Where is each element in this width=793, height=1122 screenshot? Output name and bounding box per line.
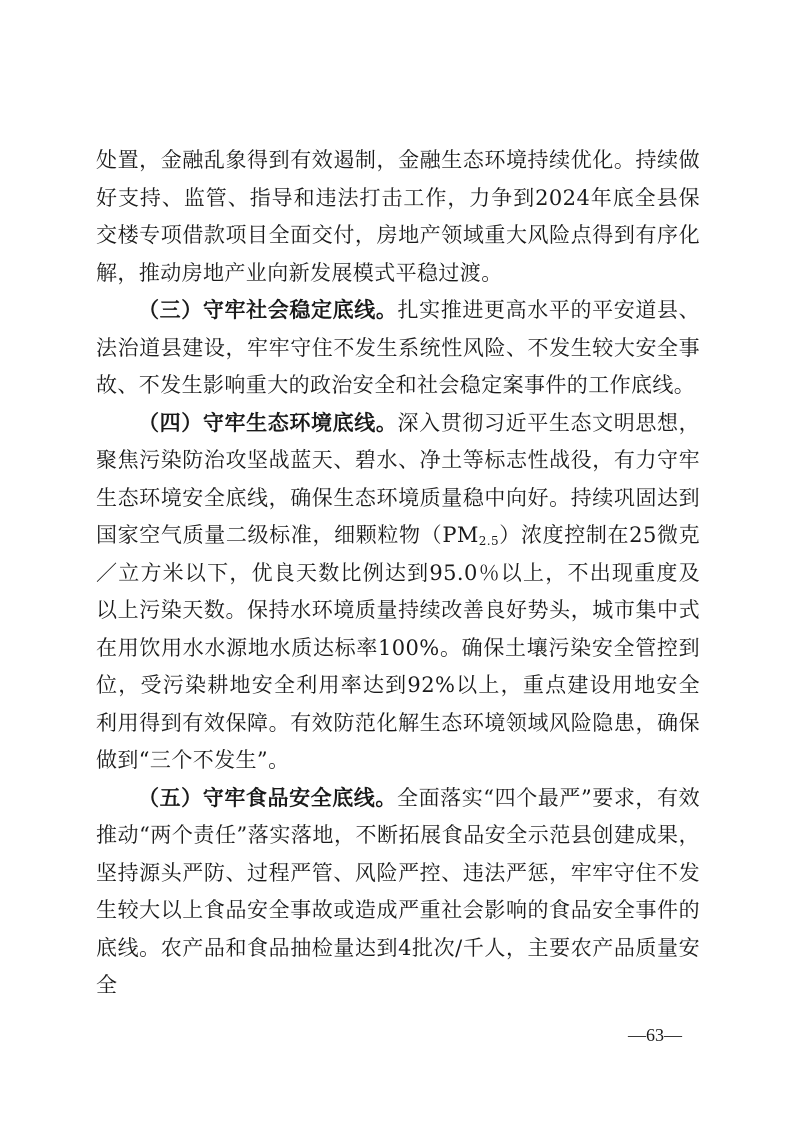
paragraph-social-stability — [96, 292, 700, 405]
paragraph-text: 扎实推进更高水平的平安道县、法治道县建设，牢牢守住不发生系统性风险、不发生较大安全事故、不发生影响重大的政治安全和社会稳定案事件的工作底线。 — [96, 298, 700, 397]
section-heading: （四）守牢生态环境底线。 — [138, 410, 398, 435]
paragraph-text: 深入贯彻习近平生态文明思想，聚焦污染防治攻坚战蓝天、碧水、净土等标志性战役，有力守牢生态环境安全底线，确保生态环境质量稳中向好。持续巩固达到国家空气质量二级标准，细颗粒物（PM — [96, 410, 700, 547]
paragraph-text: 处置，金融乱象得到有效遏制，金融生态环境持续优化。持续做好支持、监管、指导和违法打击工作，力争到2024年底全县保交楼专项借款项目全面交付，房地产领域重大风险点得到有序化解，推动房地产业向新发展模式平稳过渡。 — [96, 148, 700, 285]
section-heading: （三）守牢社会稳定底线。 — [138, 298, 398, 322]
page-number: —63— — [628, 1025, 682, 1045]
paragraph-food-safety — [96, 780, 700, 1005]
paragraph-text: 全面落实“四个最严”要求，有效推动“两个责任”落实落地，不断拓展食品安全示范县创建成果，坚持源头严防、过程严管、风险严控、违法严惩，牢牢守住不发生较大以上食品安全事故或造成严重社会影响的食品安全事件的底线。农产品和食品抽检量达到4批次/千人，主要农产品质量安全 — [96, 785, 700, 997]
section-heading: （五）守牢食品安全底线。 — [138, 785, 397, 810]
paragraph-text: ）浓度控制在25微克／立方米以下，优良天数比例达到95.0％以上，不出现重度及以上污染天数。保持水环境质量持续改善良好势头，城市集中式在用饮用水水源地水质达标率100%。确保土壤污染安全管控到位，受污染耕地安全利用率达到92%以上，重点建设用地安全利用得到有效保障。有效防范化解生态环境领域风险隐患，确保做到“三个不发生”。 — [96, 523, 700, 772]
body-text — [96, 142, 700, 1005]
paragraph-continuation — [96, 142, 700, 292]
paragraph-ecological-environment — [96, 405, 700, 780]
pm-subscript: 2.5 — [478, 534, 500, 548]
